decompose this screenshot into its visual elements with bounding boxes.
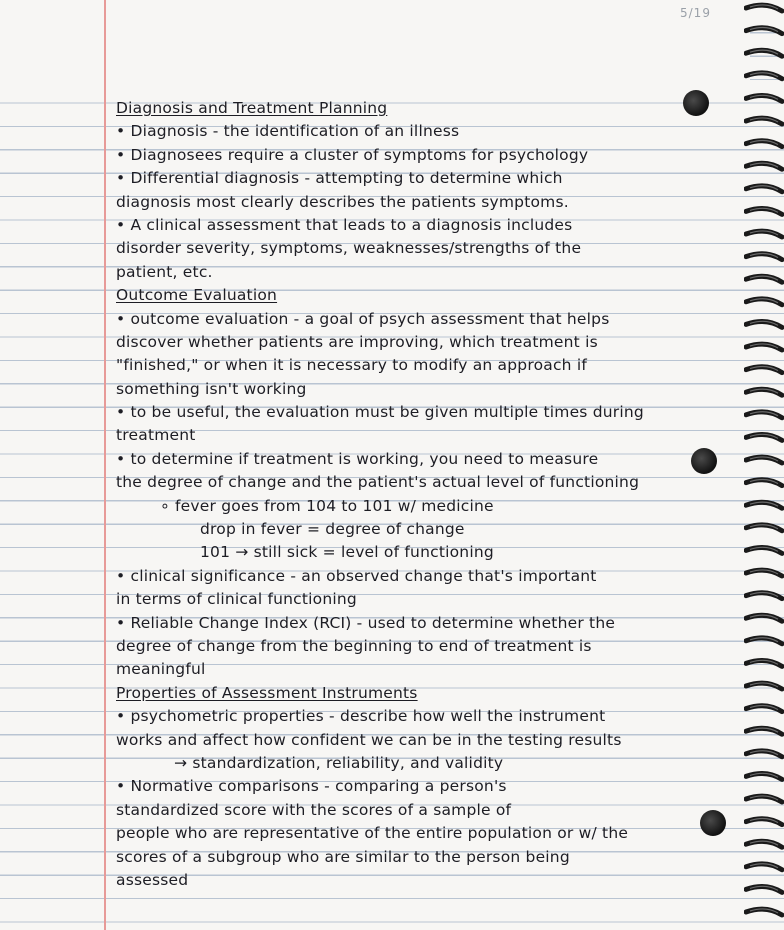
note-line: • Diagnosees require a cluster of symptoms for psychology [116,145,589,164]
note-line: treatment [116,426,196,445]
note-line: diagnosis most clearly describes the patients symptoms. [116,192,569,211]
note-line: assessed [116,870,189,889]
note-line: • psychometric properties - describe how well the instrument [116,707,606,726]
note-line: standardized score with the scores of a sample of [116,800,512,819]
margin-line [104,0,106,930]
note-line: • to be useful, the evaluation must be given multiple times during [116,403,644,422]
note-line: patient, etc. [116,262,213,281]
section-heading-properties: Properties of Assessment Instruments [116,683,418,702]
note-line: • Reliable Change Index (RCI) - used to determine whether the [116,613,616,632]
note-subpoint: → standardization, reliability, and validity [174,753,504,772]
note-line: works and affect how confident we can be in the testing results [116,730,622,749]
note-subpoint: drop in fever = degree of change [200,520,465,539]
section-heading-diagnosis: Diagnosis and Treatment Planning [116,99,388,117]
note-line: the degree of change and the patient's actual level of functioning [116,473,640,492]
handwritten-notes [116,97,736,892]
page-top-blank-area [0,0,750,88]
section-heading-outcome: Outcome Evaluation [116,286,278,305]
note-line: meaningful [116,660,206,679]
note-line: discover whether patients are improving, which treatment is [116,332,598,351]
note-line: "finished," or when it is necessary to modify an approach if [116,356,587,375]
note-line: • Differential diagnosis - attempting to determine which [116,169,563,188]
note-line: scores of a subgroup who are similar to the person being [116,847,570,866]
note-line: • to determine if treatment is working, you need to measure [116,449,599,468]
note-line: • A clinical assessment that leads to a diagnosis includes [116,215,573,234]
note-line: • clinical significance - an observed change that's important [116,566,597,585]
note-subpoint: 101 → still sick = level of functioning [200,543,494,562]
note-line: • outcome evaluation - a goal of psych assessment that helps [116,309,610,328]
note-line: people who are representative of the entire population or w/ the [116,824,629,843]
note-subpoint: ∘ fever goes from 104 to 101 w/ medicine [160,496,494,515]
spiral-binding [744,0,784,930]
note-line: disorder severity, symptoms, weaknesses/strengths of the [116,239,582,258]
note-line: • Diagnosis - the identification of an illness [116,122,460,141]
note-line: degree of change from the beginning to end of treatment is [116,636,592,655]
note-line: in terms of clinical functioning [116,590,357,609]
page-mark: 5/19 [680,6,711,20]
note-line: • Normative comparisons - comparing a person's [116,777,507,796]
note-line: something isn't working [116,379,307,398]
